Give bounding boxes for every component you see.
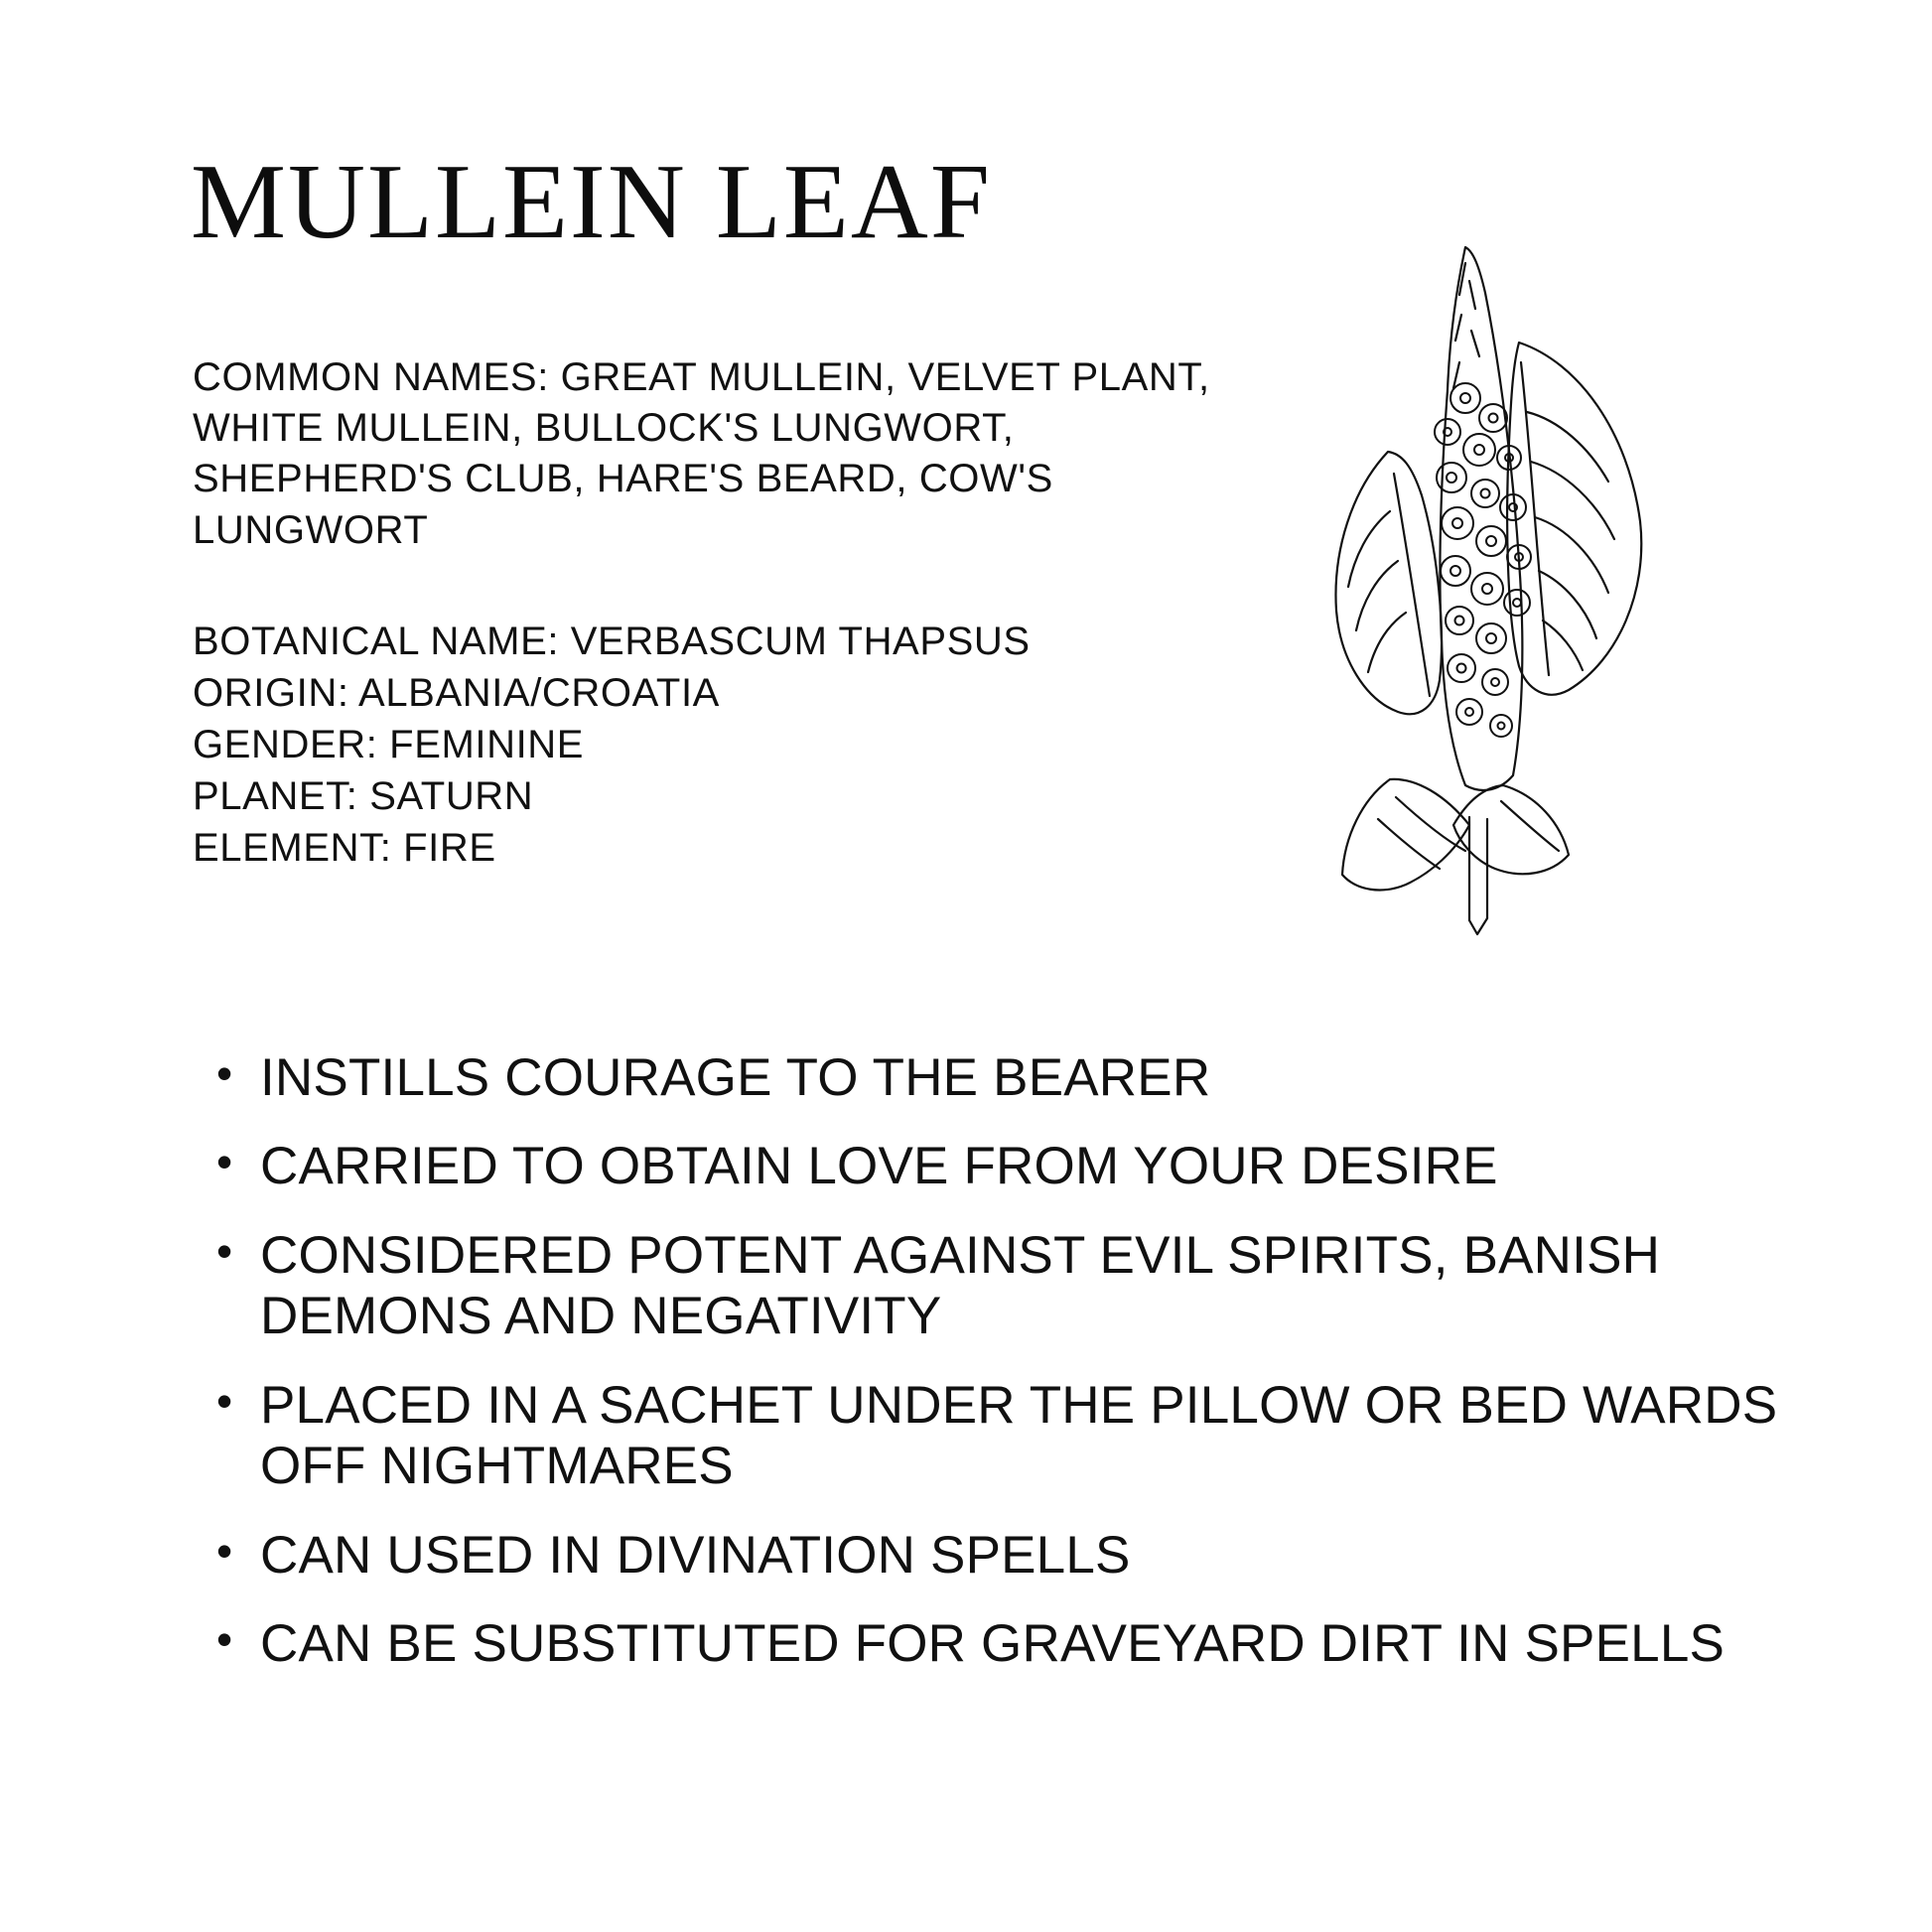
detail-gender: GENDER: FEMININE bbox=[193, 722, 585, 766]
spacer bbox=[193, 556, 1255, 616]
detail-origin: ORIGIN: ALBANIA/CROATIA bbox=[193, 670, 720, 715]
list-item: • CAN USED IN DIVINATION SPELLS bbox=[199, 1525, 1807, 1586]
list-item: • PLACED IN A SACHET UNDER THE PILLOW OR BED WARDS OFF NIGHTMARES bbox=[199, 1375, 1807, 1497]
list-item: • CONSIDERED POTENT AGAINST EVIL SPIRITS, BANISH DEMONS AND NEGATIVITY bbox=[199, 1225, 1807, 1347]
mullein-plant-illustration bbox=[1271, 223, 1688, 978]
properties-list bbox=[199, 1047, 1807, 1703]
common-names-paragraph: COMMON NAMES: GREAT MULLEIN, VELVET PLANT, WHITE MULLEIN, BULLOCK'S LUNGWORT, SHEPHERD'S CLUB, HARE'S BEARD, COW'S LUNGWORT bbox=[193, 355, 1210, 552]
detail-planet: PLANET: SATURN bbox=[193, 773, 534, 818]
info-block bbox=[193, 352, 1255, 874]
list-item: • CAN BE SUBSTITUTED FOR GRAVEYARD DIRT IN SPELLS bbox=[199, 1613, 1807, 1674]
page-title: MULLEIN LEAF bbox=[191, 143, 992, 261]
list-item: • CARRIED TO OBTAIN LOVE FROM YOUR DESIRE bbox=[199, 1136, 1807, 1196]
detail-element: ELEMENT: FIRE bbox=[193, 825, 496, 870]
list-item: • INSTILLS COURAGE TO THE BEARER bbox=[199, 1047, 1807, 1108]
detail-botanical-name: BOTANICAL NAME: VERBASCUM THAPSUS bbox=[193, 619, 1031, 663]
